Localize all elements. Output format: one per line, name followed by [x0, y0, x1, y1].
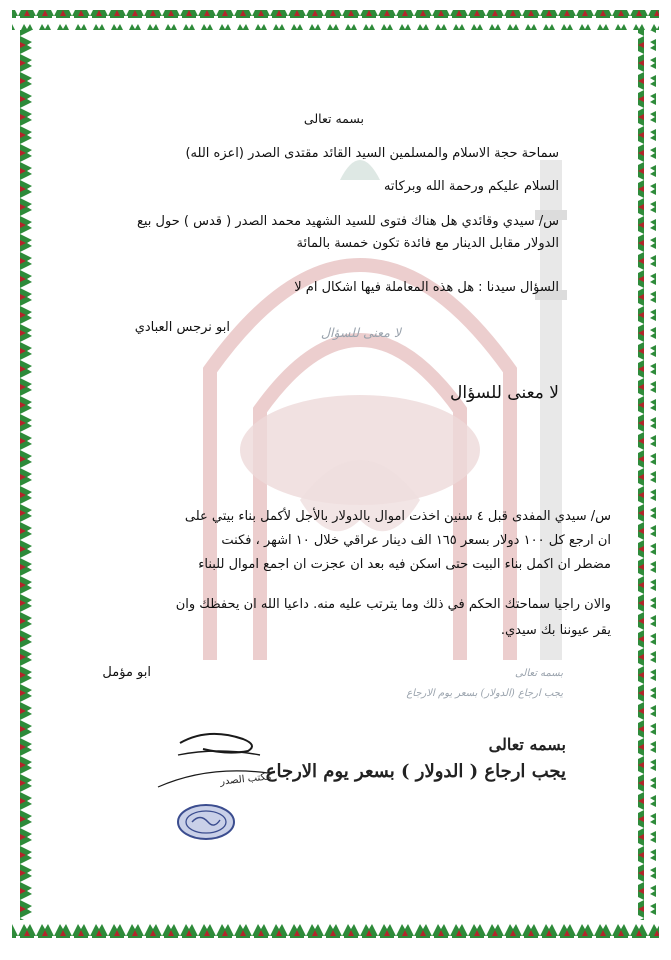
- addressee-line: سماحة حجة الاسلام والمسلمين السيد القائد مقتدى الصدر (اعزه الله): [185, 146, 559, 161]
- sender2-name: ابو مؤمل: [102, 665, 151, 680]
- question2-line2: ان ارجع كل ١٠٠ دولار بسعر ١٦٥ الف دينار عراقي خلال ١٠ اشهر ، فكنت: [221, 533, 611, 548]
- question1-line3: السؤال سيدنا : هل هذه المعاملة فيها اشكال ام لا: [294, 280, 559, 295]
- answer1: لا معنى للسؤال: [450, 383, 559, 403]
- sender1-name: ابو نرجس العبادي: [134, 320, 230, 335]
- answer2-basmala: بسمه تعالى: [488, 735, 566, 754]
- faint-note2a: بسمه تعالى: [514, 668, 563, 679]
- question2-line4: والان راجيا سماحتك الحكم في ذلك وما يترتب عليه منه. داعيا الله ان يحفظك وان: [175, 597, 611, 612]
- greeting-line: السلام عليكم ورحمة الله وبركاته: [383, 179, 559, 194]
- question1-line2: الدولار مقابل الدينار مع فائدة تكون خمسة بالمائة: [296, 236, 559, 251]
- question2-line1: س/ سيدي المفدى قبل ٤ سنين اخذت اموال بالدولار بالأجل لأكمل بناء بيتي على: [184, 509, 611, 524]
- signature-text: مكتب الصدر: [219, 771, 272, 788]
- basmala-top: بسمه تعالى: [303, 111, 364, 126]
- question1-line1: س/ سيدي وقائدي هل هناك فتوى للسيد الشهيد محمد الصدر ( قدس ) حول بيع: [136, 214, 559, 229]
- question2-line3: مضطر ان اكمل بناء البيت حتى اسكن فيه بعد ان عجزت ان اجمع اموال للبناء: [198, 557, 611, 572]
- faint-note1: لا معنى للسؤال: [320, 325, 401, 340]
- question2-line5: يقر عيوننا بك سيدي.: [500, 623, 611, 638]
- faint-note2b: يجب ارجاع (الدولار) بسعر يوم الارجاع: [406, 688, 563, 699]
- answer2-ruling: يجب ارجاع ( الدولار ) بسعر يوم الارجاع: [265, 761, 566, 782]
